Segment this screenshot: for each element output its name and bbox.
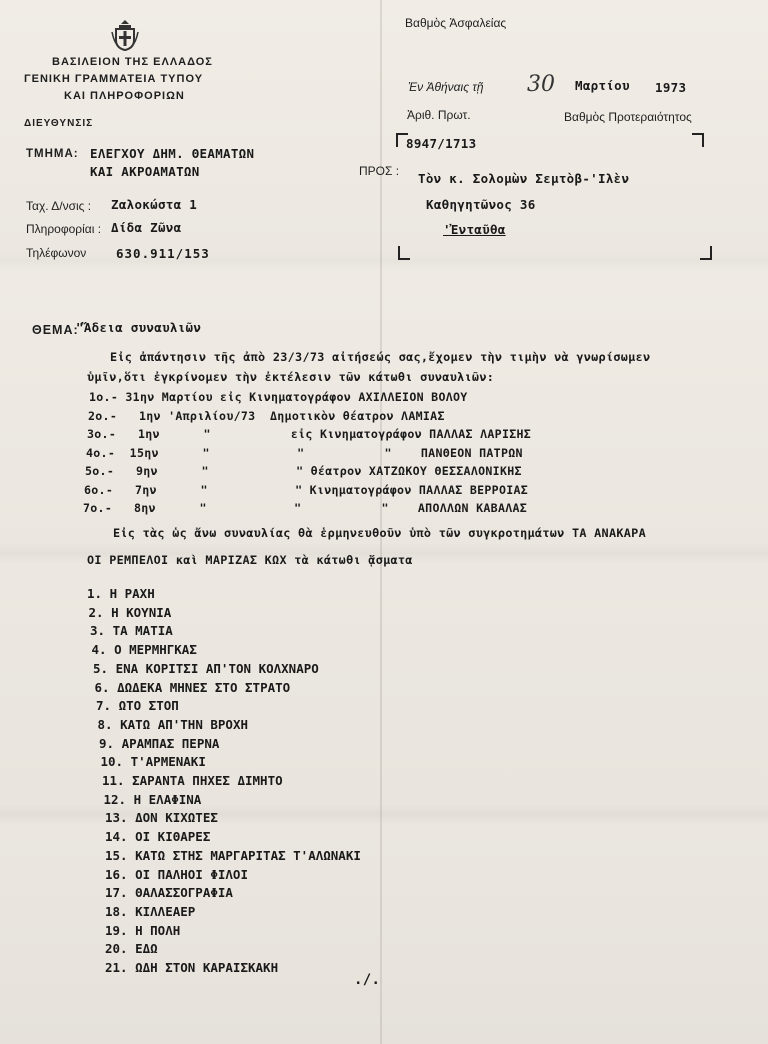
to-label: ΠΡΟΣ : bbox=[359, 164, 400, 178]
protocol-number: 8947/1713 bbox=[406, 136, 477, 151]
phone-value: 630.911/153 bbox=[116, 246, 210, 261]
song-item: 19. Η ΠΟΛΗ bbox=[105, 922, 181, 938]
song-item: 14. ΟΙ ΚΙΘΑΡΕΣ bbox=[105, 829, 211, 845]
song-item: 12. Η ΕΛΑΦΙΝΑ bbox=[103, 791, 202, 807]
song-item: 4. Ο ΜΕΡΜΗΓΚΑΣ bbox=[91, 642, 197, 658]
date-year: 1973 bbox=[655, 80, 687, 95]
song-item: 20. ΕΔΩ bbox=[105, 941, 158, 957]
song-item: 21. ΩΔΗ ΣΤΟΝ ΚΑΡΑΙΣΚΑΚΗ bbox=[105, 960, 279, 975]
song-item: 18. ΚΙΛΛΕΑΕΡ bbox=[105, 903, 196, 919]
song-item: 9. ΑΡΑΜΠΑΣ ΠΕΡΝΑ bbox=[99, 735, 220, 751]
fold-crease bbox=[380, 0, 382, 1044]
song-item: 11. ΣΑΡΑΝΤΑ ΠΗΧΕΣ ΔΙΜΗΤΟ bbox=[102, 773, 283, 788]
song-item: 13. ΔΟΝ ΚΙΧΩΤΕΣ bbox=[105, 810, 218, 826]
body-intro-line-1: Εἰς ἀπάντησιν τῆς ἀπὸ 23/3/73 αἰτήσεώς σας,ἔχομεν τὴν τιμὴν νὰ γνωρίσωμεν bbox=[110, 350, 651, 364]
song-item: 5. ΕΝΑ ΚΟΡΙΤΣΙ ΑΠ'ΤΟΝ ΚΟΛΧΝΑΡΟ bbox=[93, 660, 319, 676]
song-item: 7. ΩΤΟ ΣΤΟΠ bbox=[96, 698, 179, 714]
bracket-bottom-right bbox=[700, 246, 712, 260]
department-line-2: ΚΑΙ ΑΚΡΟΑΜΑΤΩΝ bbox=[90, 164, 200, 179]
priority-label: Βαθμὸς Προτεραιότητος bbox=[564, 110, 692, 124]
concert-item: 7ο.- 8ην " " " ΑΠΟΛΛΩΝ ΚΑΒΑΛΑΣ bbox=[83, 501, 528, 515]
concert-item: 5ο.- 9ην " " θέατρον ΧΑΤΖΩΚΟΥ ΘΕΣΣΑΛΟΝΙΚΗΣ bbox=[85, 464, 522, 478]
date-month: Μαρτίου bbox=[575, 78, 630, 93]
ministry-line-1: ΒΑΣΙΛΕΙΟΝ ΤΗΣ ΕΛΛΑΔΟΣ bbox=[52, 56, 213, 68]
concert-item: 6ο.- 7ην " " Κινηματογράφον ΠΑΛΛΑΣ ΒΕΡΡΟΙΑΣ bbox=[84, 482, 529, 497]
security-grade-label: Βαθμὸς Ἀσφαλείας bbox=[405, 16, 507, 30]
songs-intro-line-1: Εἰς τὰς ὡς ἄνω συναυλίας θὰ ἑρμηνευθοῦν ὑπὸ τῶν συγκροτημάτων ΤΑ ΑΝΑΚΑΡΑ bbox=[113, 526, 646, 540]
concert-item: 4ο.- 15ην " " " ΠΑΝΘΕΟΝ ΠΑΤΡΩΝ bbox=[86, 445, 523, 460]
song-item: 16. ΟΙ ΠΑΛΗΟΙ ΦΙΛΟΙ bbox=[105, 866, 248, 882]
phone-label: Τηλέφωνον bbox=[26, 246, 87, 260]
place-date-label: Ἐν Ἀθήναις τῇ bbox=[408, 80, 484, 94]
song-item: 17. ΘΑΛΑΣΣΟΓΡΑΦΙΑ bbox=[105, 885, 233, 901]
concert-item: 1ο.- 31ην Μαρτίου εἰς Κινηματογράφον ΑΧΙΛΛΕΙΟΝ ΒΟΛΟΥ bbox=[89, 390, 468, 404]
protocol-label: Ἀριθ. Πρωτ. bbox=[407, 108, 471, 122]
song-item: 10. Τ'ΑΡΜΕΝΑΚΙ bbox=[100, 754, 206, 770]
bracket-bottom-left bbox=[398, 246, 410, 260]
postal-address-value: Ζαλοκώστα 1 bbox=[111, 197, 198, 212]
information-label: Πληροφορίαι : bbox=[26, 222, 102, 236]
concert-item: 2ο.- 1ην 'Απριλίου/73 Δημοτικὸν θέατρον ΛΑΜΙΑΣ bbox=[88, 408, 445, 423]
song-item: 6. ΔΩΔΕΚΑ ΜΗΝΕΣ ΣΤΟ ΣΤΡΑΤΟ bbox=[94, 679, 291, 695]
subject-label: ΘΕΜΑ: bbox=[32, 323, 79, 337]
bracket-top-right bbox=[692, 133, 704, 147]
ministry-line-3: ΚΑΙ ΠΛΗΡΟΦΟΡΙΩΝ bbox=[64, 90, 185, 102]
subject-value: "Ἄδεια συναυλιῶν bbox=[76, 320, 202, 335]
information-value: Δίδα Ζῶνα bbox=[111, 220, 182, 235]
recipient-street: Καθηγητῶνος 36 bbox=[426, 197, 536, 212]
song-item: 8. ΚΑΤΩ ΑΠ'ΤΗΝ ΒΡΟΧΗ bbox=[97, 716, 249, 732]
date-day: 30 bbox=[527, 72, 555, 97]
continuation-mark: ./. bbox=[354, 972, 381, 988]
song-item: 3. ΤΑ ΜΑΤΙΑ bbox=[90, 623, 173, 639]
concert-item: 3ο.- 1ην " εἰς Κινηματογράφον ΠΑΛΛΑΣ ΛΑΡΙΣΗΣ bbox=[87, 427, 532, 441]
coat-of-arms-emblem bbox=[110, 18, 140, 52]
postal-address-label: Ταχ. Δ/νσις : bbox=[26, 199, 92, 213]
songs-intro-line-2: ΟΙ ΡΕΜΠΕΛΟΙ καὶ ΜΑΡΙΖΑΣ ΚΩΧ τὰ κάτωθι ᾄσματα bbox=[87, 553, 413, 567]
department-label: ΤΜΗΜΑ: bbox=[26, 148, 79, 160]
song-item: 15. ΚΑΤΩ ΣΤΗΣ ΜΑΡΓΑΡΙΤΑΣ Τ'ΑΛΩΝΑΚΙ bbox=[105, 847, 361, 863]
recipient-city: 'Ἐνταῦθα bbox=[443, 222, 506, 237]
ministry-line-2: ΓΕΝΙΚΗ ΓΡΑΜΜΑΤΕΙΑ ΤΥΠΟΥ bbox=[24, 73, 204, 85]
recipient-name: Τὸν κ. Σολομὼν Σεμτὸβ-'Ιλὲν bbox=[418, 171, 630, 186]
song-item: 1. Η ΡΑΧΗ bbox=[87, 586, 155, 601]
body-intro-line-2: ὑμῖν,ὅτι ἐγκρίνομεν τὴν ἐκτέλεσιν τῶν κάτωθι συναυλιῶν: bbox=[87, 370, 495, 384]
department-line-1: ΕΛΕΓΧΟΥ ΔΗΜ. ΘΕΑΜΑΤΩΝ bbox=[90, 146, 255, 161]
song-item: 2. Η ΚΟΥΝΙΑ bbox=[88, 604, 172, 620]
directorate-label: ΔΙΕΥΘΥΝΣΙΣ bbox=[24, 118, 94, 129]
